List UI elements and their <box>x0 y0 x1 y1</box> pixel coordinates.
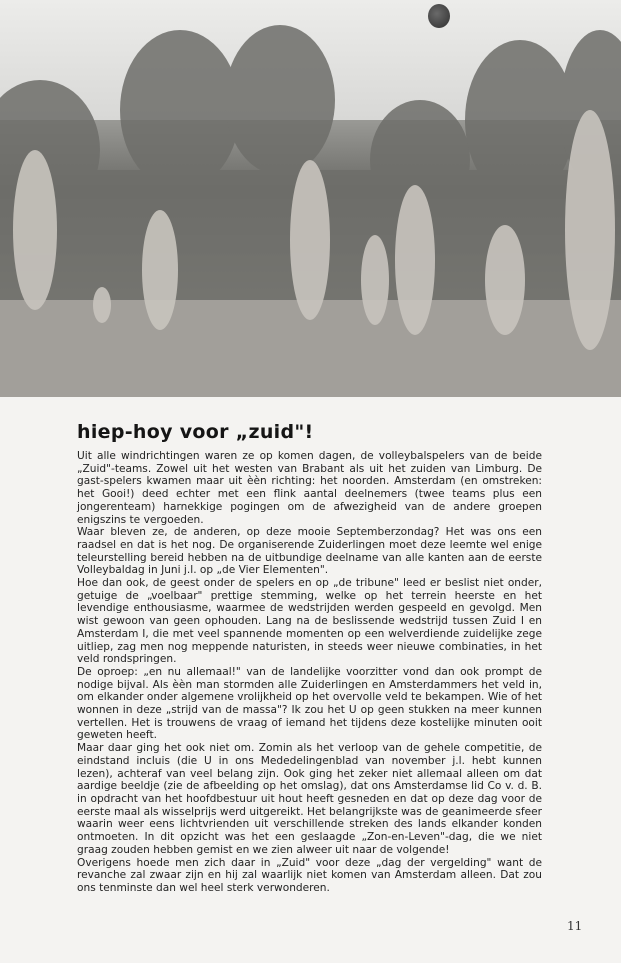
paragraph: Maar daar ging het ook niet om. Zomin als het verloop van de gehele competitie, de eindstand incluis (die U in ons Mededelingenblad van november j.l. hebt kunnen lezen), achteraf van veel belang zijn. Ook ging het zeker niet allemaal alleen om dat aardige beeldje (zie de afbeelding op het omslag), dat ons Amsterdamse lid Co v. d. B. in opdracht van het hoofdbestuur uit hout heeft gesneden en dat op deze dag voor de eerste maal als wisselprijs werd uitgereikt. Het belangrijkste was de geanimeerde sfeer waarin weer eens lichtvrienden uit verschillende streken des lands elkander konden ontmoeten. In dit opzicht was het een geslaagde „Zon-en-Leven"-dag, die we niet graag zouden hebben gemist en we zien alweer uit naar de volgende! <box>77 742 542 856</box>
paragraph: Hoe dan ook, de geest onder de spelers en op „de tribune" leed er beslist niet onder, getuige de „voelbaar" prettige stemming, welke op het terrein heerste en het levendige enthousiasme, waarmee de wedstrijden werden gespeeld en gevolgd. Men wist gewoon van geen ophouden. Lang na de beslissende wedstrijd tussen Zuid I en Amsterdam I, die met veel spannende momenten op een welverdiende zuidelijke zege uitliep, zag men nog meppende naturisten, in steeds weer nieuwe combinaties, in het veld rondspringen. <box>77 577 542 666</box>
paragraph: De oproep: „en nu allemaal!" van de landelijke voorzitter vond dan ook prompt de nodige bijval. Als èèn man stormden alle Zuiderlingen en Amsterdammers het veld in, om elkander onder algemene vrolijkheid op het overvolle veld te bekampen. Wie of het wonnen in deze „strijd van de massa"? Ik zou het U op geen stukken na meer kunnen vertellen. Het is trouwens de vraag of iemand het tijdens deze kostelijke minuten ooit geweten heeft. <box>77 665 542 742</box>
volleyball <box>428 4 450 28</box>
volleyball-photo <box>0 0 621 397</box>
paragraph: Waar bleven ze, de anderen, op deze mooie Septemberzondag? Het was ons een raadsel en dat is het nog. De organiserende Zuiderlingen moet deze leemte wel enige teleurstelling bereid hebben na de uitbundige deelname van alle kanten aan de eerste Volleybaldag in Juni j.l. op „de Vier Elementen". <box>77 526 542 577</box>
paragraph: Uit alle windrichtingen waren ze op komen dagen, de volleybalspelers van de beide „Zuid"-teams. Zowel uit het westen van Brabant als uit het zuiden van Limburg. De gast-spelers kwamen maar uit èèn richting: het noorden. Amsterdam (en omstreken: het Gooi!) deed echter met een flink aantal deelnemers (twee teams plus een jongerenteam) harnekkige pogingen om de afwezigheid van de andere groepen enigszins te vergoeden. <box>77 450 542 526</box>
page-number: 11 <box>567 919 583 933</box>
article-title: hiep-hoy voor „zuid"! <box>77 421 314 443</box>
paragraph: Overigens hoede men zich daar in „Zuid" voor deze „dag der vergelding" want de revanche zal zwaar zijn en hij zal waarlijk niet komen van Amsterdam alleen. Dat zou ons tenminste dan wel heel sterk verwonderen. <box>77 856 542 894</box>
article-body <box>77 450 542 895</box>
photo-scene <box>0 0 621 397</box>
